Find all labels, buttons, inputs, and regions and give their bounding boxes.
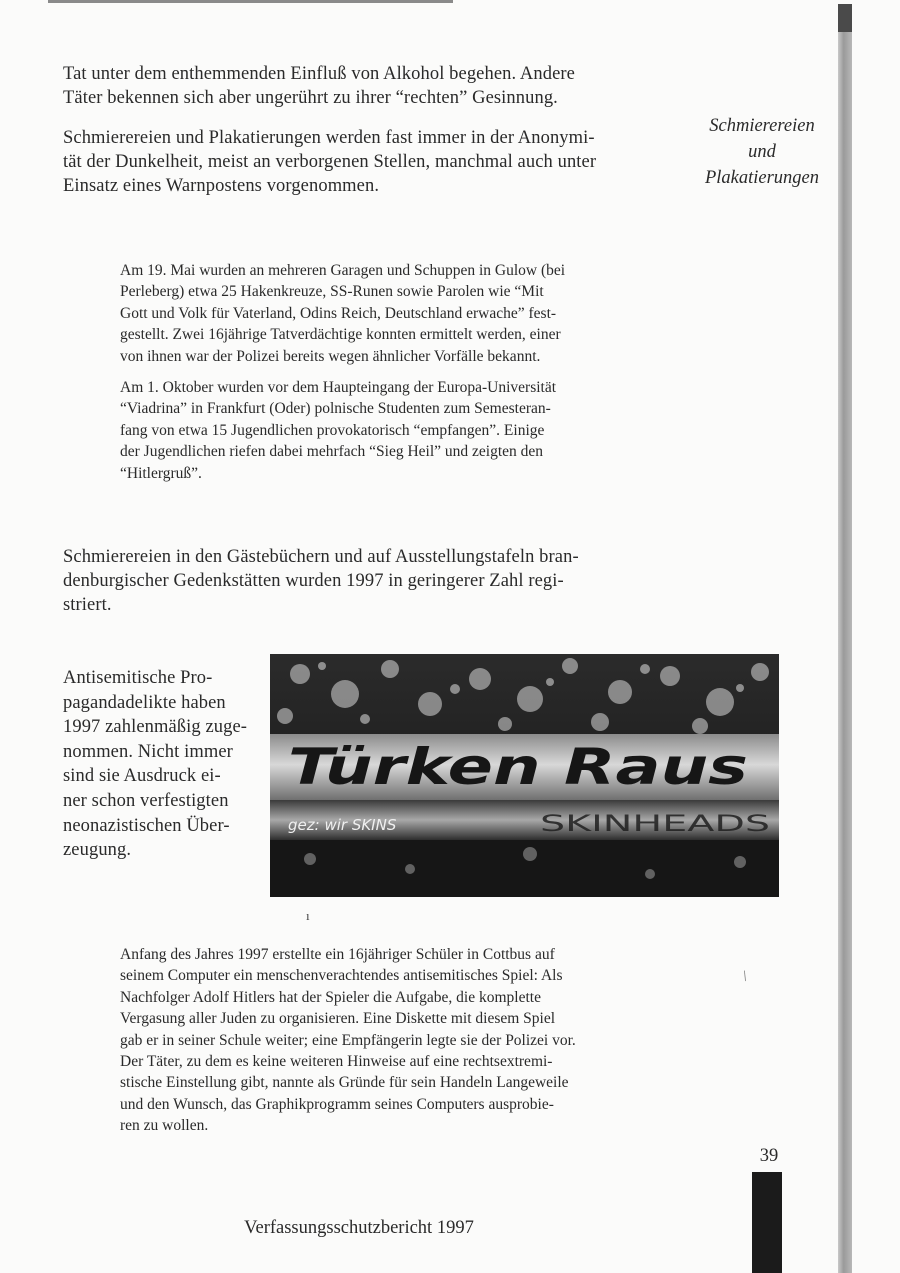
text-line: und den Wunsch, das Graphikprogramm seines Computers ausprobie- [120,1095,554,1113]
text-line: Nachfolger Adolf Hitlers hat der Spieler die Aufgabe, die komplette [120,988,541,1006]
text-line: denburgischer Gedenkstätten wurden 1997 in geringerer Zahl regi- [63,571,564,591]
text-line: “Hitlergruß”. [120,464,202,482]
page-edge-bar-top [838,4,852,32]
case-cottbus [120,944,653,1137]
intro-paragraph [63,62,575,110]
text-line: ren zu wollen. [120,1117,209,1135]
text-line: Am 1. Oktober wurden vor dem Haupteingang der Europa-Universität [120,379,557,396]
text-line: Schmierereien und Plakatierungen werden fast immer in der Anonymi- [63,128,595,148]
text-line: Am 19. Mai wurden an mehreren Garagen und Schuppen in Gulow (bei [120,262,566,279]
text-line: Schmierereien in den Gästebüchern und auf Ausstellungstafeln bran- [63,547,579,567]
text-line: Antisemitische Pro- [63,668,213,688]
page-number: 39 [759,1146,779,1166]
top-rule [48,0,453,3]
text-line: der Jugendlichen riefen dabei mehrfach “Sieg Heil” und zeigten den [120,443,544,461]
memorial-paragraph [63,545,579,617]
antisemitic-paragraph [63,666,247,863]
page-edge-bar [838,4,852,1273]
text-line: pagandadelikte haben [63,692,226,713]
text-line: striert. [63,595,112,615]
graffiti-right-text: SKINHEADS [540,812,770,837]
text-line: von ihnen war der Polizei bereits wegen ähnlicher Vorfälle bekannt. [120,347,541,365]
text-line: Anfang des Jahres 1997 erstellte ein 16jähriger Schüler in Cottbus auf [120,946,555,963]
page-tab-marker [752,1172,782,1273]
text-line: tät der Dunkelheit, meist an verborgenen Stellen, manchmal auch unter [63,152,597,172]
side-heading [682,113,842,191]
text-line: zeugung. [63,840,132,861]
text-line: Der Täter, zu dem es keine weiteren Hinweise auf eine rechtsextremi- [120,1053,553,1071]
graffiti-paragraph [63,126,596,198]
text-line: 1997 zahlenmäßig zuge- [63,717,248,738]
side-heading-line: Schmierereien [709,116,815,136]
text-line: gestellt. Zwei 16jährige Tatverdächtige konnten ermittelt werden, einer [120,326,561,344]
stray-mark: ∕ [739,969,751,983]
text-line: neonazistischen Über- [63,815,230,836]
text-line: ner schon verfestigten [63,790,229,811]
text-line: stische Einstellung gibt, nannte als Gründe für sein Handeln Langeweile [120,1074,569,1092]
text-line: sind sie Ausdruck ei- [63,766,221,787]
text-line: Täter bekennen sich aber ungerührt zu ihrer “rechten” Gesinnung. [63,88,558,108]
text-line: Einsatz eines Warnpostens vorgenommen. [63,176,380,196]
graffiti-photo-image [270,654,779,897]
case-gulow [120,260,654,367]
text-line: “Viadrina” in Frankfurt (Oder) polnische Studenten zum Semesteran- [120,400,551,418]
case-viadrina [120,377,654,484]
text-line: Gott und Volk für Vaterland, Odins Reich, Deutschland erwache” fest- [120,304,557,322]
text-line: nommen. Nicht immer [63,741,233,762]
text-line: Vergasung aller Juden zu organisieren. Eine Diskette mit diesem Spiel [120,1010,556,1028]
text-line: Perleberg) etwa 25 Hakenkreuze, SS-Runen sowie Parolen wie “Mit [120,283,544,301]
text-line: Tat unter dem enthemmenden Einfluß von Alkohol begehen. Andere [63,64,575,84]
side-heading-line: Plakatierungen [704,168,820,188]
stray-mark: ı [306,908,310,923]
graffiti-left-text: gez: wir SKINS [288,816,397,834]
text-line: gab er in seiner Schule weiter; eine Empfängerin legte sie der Polizei vor. [120,1031,576,1049]
footer-title: Verfassungsschutzbericht 1997 [244,1218,474,1238]
text-line: seinem Computer ein menschenverachtendes antisemitisches Spiel: Als [120,967,563,985]
side-heading-line: und [748,142,776,162]
graffiti-main-text: Türken Raus [288,738,748,796]
text-line: fang von etwa 15 Jugendlichen provokatorisch “empfangen”. Einige [120,421,545,439]
graffiti-photo [270,654,779,897]
